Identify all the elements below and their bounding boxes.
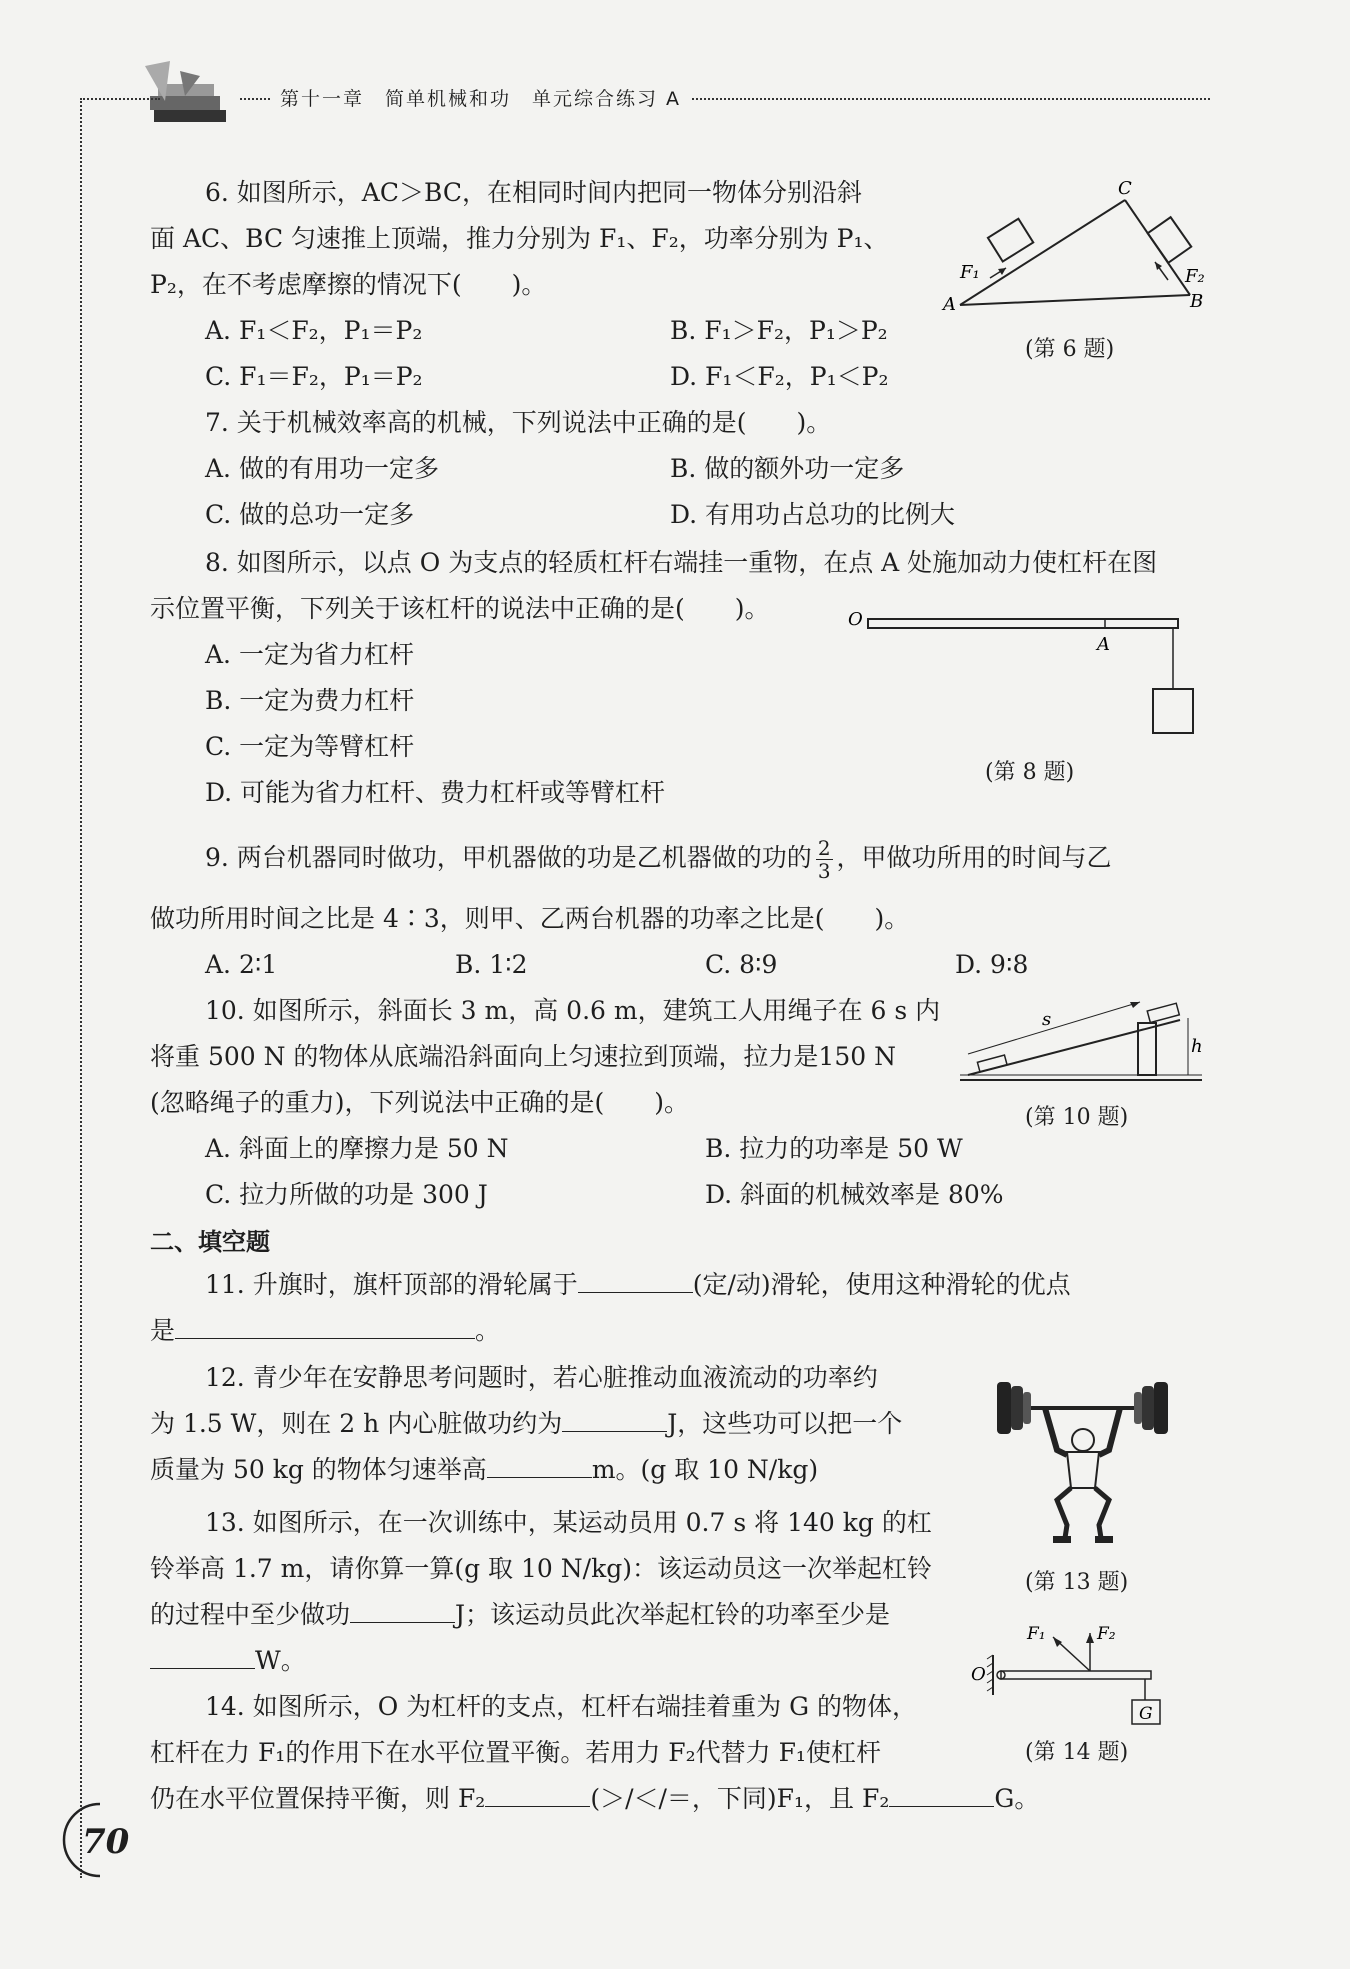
q6-caption: (第 6 题) (1025, 337, 1115, 362)
q11-blank-1[interactable] (578, 1262, 693, 1293)
q12-line3-b: m。(g 取 10 N/kg) (591, 1455, 819, 1484)
q12-line3-a: 质量为 50 kg 的物体匀速举高 (150, 1455, 487, 1484)
q12-line1: 12. 青少年在安静思考问题时，若心脏推动血液流动的功率约 (205, 1363, 878, 1392)
books-logo-icon (140, 56, 250, 136)
q12-blank-2[interactable] (487, 1447, 592, 1478)
q13-blank-1[interactable] (350, 1592, 455, 1623)
q8-option-a[interactable]: A. 一定为省力杠杆 (205, 640, 414, 669)
q14-blank-2[interactable] (889, 1776, 994, 1807)
q13-line4-b: W。 (255, 1646, 306, 1675)
q10-option-a[interactable]: A. 斜面上的摩擦力是 50 N (205, 1134, 509, 1163)
q11-line2-a: 是 (150, 1316, 176, 1345)
q14-line3 (150, 1776, 1039, 1822)
q8-option-d[interactable]: D. 可能为省力杠杆、费力杠杆或等臂杠杆 (205, 778, 666, 807)
q7-option-b[interactable]: B. 做的额外功一定多 (670, 454, 905, 483)
q6-line1: 6. 如图所示，AC＞BC，在相同时间内把同一物体分别沿斜 (205, 178, 862, 207)
q6-figure-incline (940, 180, 1210, 320)
q9-line1-b: ，甲做功所用的时间与乙 (836, 843, 1112, 872)
q6-line2: 面 AC、BC 匀速推上顶端，推力分别为 F₁、F₂，功率分别为 P₁、 (150, 224, 889, 253)
q14-figure-lever (965, 1615, 1205, 1735)
q6-option-c[interactable]: C. F₁＝F₂，P₁＝P₂ (205, 362, 423, 391)
page-header (140, 56, 1210, 136)
q10-line3: (忽略绳子的重力)，下列说法中正确的是( )。 (150, 1088, 690, 1117)
q7-option-a[interactable]: A. 做的有用功一定多 (205, 454, 439, 483)
q6-label-a: A (943, 294, 956, 315)
q13-caption: (第 13 题) (1025, 1570, 1129, 1595)
q11-line1-b: (定/动)滑轮，使用这种滑轮的优点 (692, 1270, 1071, 1299)
q9-fraction (816, 837, 833, 882)
q9-option-b[interactable]: B. 1∶2 (455, 950, 528, 979)
q9-option-c[interactable]: C. 8∶9 (705, 950, 778, 979)
q8-line2: 示位置平衡，下列关于该杠杆的说法中正确的是( )。 (150, 594, 770, 623)
q10-line1: 10. 如图所示，斜面长 3 m，高 0.6 m，建筑工人用绳子在 6 s 内 (205, 996, 941, 1025)
q8-caption: (第 8 题) (985, 760, 1075, 785)
section-2-title: 二、填空题 (150, 1228, 270, 1256)
q10-option-b[interactable]: B. 拉力的功率是 50 W (705, 1134, 963, 1163)
q13-line3-b: J；该运动员此次举起杠铃的功率至少是 (455, 1600, 891, 1629)
q10-option-d[interactable]: D. 斜面的机械效率是 80% (705, 1180, 1004, 1209)
q14-label-f2: F₂ (1097, 1624, 1116, 1644)
q11-line1-a: 11. 升旗时，旗杆顶部的滑轮属于 (205, 1270, 578, 1299)
q12-line3 (150, 1447, 818, 1493)
q13-figure-weightlifter (995, 1370, 1170, 1550)
q6-line3: P₂，在不考虑摩擦的情况下( )。 (150, 270, 547, 299)
q9-option-d[interactable]: D. 9∶8 (955, 950, 1029, 979)
q6-label-c: C (1118, 180, 1132, 199)
q9-option-a[interactable]: A. 2∶1 (205, 950, 278, 979)
q10-label-s: s (1042, 1009, 1052, 1030)
q8-option-c[interactable]: C. 一定为等臂杠杆 (205, 732, 415, 761)
q6-label-f1: F₁ (960, 262, 980, 283)
q14-line3-a: 仍在水平位置保持平衡，则 F₂ (150, 1784, 486, 1813)
q10-line2: 将重 500 N 的物体从底端沿斜面向上匀速拉到顶端，拉力是150 N (150, 1042, 896, 1071)
q11-line1 (205, 1262, 1071, 1308)
q8-label-o: O (848, 609, 863, 630)
q8-figure-lever (840, 605, 1210, 740)
page-number-badge (60, 1800, 140, 1880)
q8-label-a: A (1097, 634, 1110, 655)
q9-fraction-den: 3 (817, 859, 831, 883)
q12-line2-b: J，这些功可以把一个 (667, 1409, 903, 1438)
q14-caption: (第 14 题) (1025, 1740, 1129, 1765)
q7-line1: 7. 关于机械效率高的机械，下列说法中正确的是( )。 (205, 408, 832, 437)
q6-option-b[interactable]: B. F₁＞F₂，P₁＞P₂ (670, 316, 888, 345)
q11-blank-2[interactable] (175, 1308, 475, 1339)
q7-option-c[interactable]: C. 做的总功一定多 (205, 500, 415, 529)
q9-line2: 做功所用时间之比是 4∶3，则甲、乙两台机器的功率之比是( )。 (150, 904, 910, 933)
q6-label-b: B (1190, 291, 1204, 312)
q12-blank-1[interactable] (562, 1401, 667, 1432)
q13-line4 (150, 1638, 306, 1684)
q13-line3-a: 的过程中至少做功 (150, 1600, 351, 1629)
q11-line2 (150, 1308, 500, 1354)
q10-label-h: h (1191, 1036, 1203, 1057)
q13-blank-2[interactable] (150, 1638, 255, 1669)
q14-label-f1: F₁ (1027, 1624, 1046, 1644)
q6-label-f2: F₂ (1185, 266, 1205, 287)
q8-line1: 8. 如图所示，以点 O 为支点的轻质杠杆右端挂一重物，在点 A 处施加动力使杠杆在图 (205, 548, 1158, 577)
q13-line3 (150, 1592, 890, 1638)
q9-line1 (205, 828, 1112, 888)
q10-caption: (第 10 题) (1025, 1105, 1129, 1130)
q10-option-c[interactable]: C. 拉力所做的功是 300 J (205, 1180, 488, 1209)
q12-line2-a: 为 1.5 W，则在 2 h 内心脏做功约为 (150, 1409, 563, 1438)
q13-line2: 铃举高 1.7 m，请你算一算(g 取 10 N/kg)：该运动员这一次举起杠铃 (150, 1554, 932, 1583)
q12-line2 (150, 1401, 902, 1447)
page-number: 70 (82, 1822, 130, 1862)
q14-line3-c: G。 (994, 1784, 1040, 1813)
q14-line3-b: (＞/＜/＝，下同)F₁，且 F₂ (590, 1784, 890, 1813)
q8-option-b[interactable]: B. 一定为费力杠杆 (205, 686, 415, 715)
q11-line2-b: 。 (475, 1316, 501, 1345)
q10-figure-ramp (950, 990, 1210, 1090)
q14-blank-1[interactable] (485, 1776, 590, 1807)
q9-line1-a: 9. 两台机器同时做功，甲机器做的功是乙机器做的功的 (205, 843, 812, 872)
q6-option-d[interactable]: D. F₁＜F₂，P₁＜P₂ (670, 362, 889, 391)
q14-label-g: G (1139, 1704, 1153, 1724)
q13-line1: 13. 如图所示，在一次训练中，某运动员用 0.7 s 将 140 kg 的杠 (205, 1508, 932, 1537)
q14-line1: 14. 如图所示，O 为杠杆的支点，杠杆右端挂着重为 G 的物体， (205, 1692, 918, 1721)
q14-line2: 杠杆在力 F₁的作用下在水平位置平衡。若用力 F₂代替力 F₁使杠杆 (150, 1738, 881, 1767)
q6-option-a[interactable]: A. F₁＜F₂，P₁＝P₂ (205, 316, 423, 345)
q14-label-o: O (971, 1664, 986, 1685)
q7-option-d[interactable]: D. 有用功占总功的比例大 (670, 500, 956, 529)
header-dots-left (80, 98, 160, 100)
q9-fraction-num: 2 (817, 836, 831, 860)
header-title: 第十一章 简单机械和功 单元综合练习 A (270, 84, 691, 111)
